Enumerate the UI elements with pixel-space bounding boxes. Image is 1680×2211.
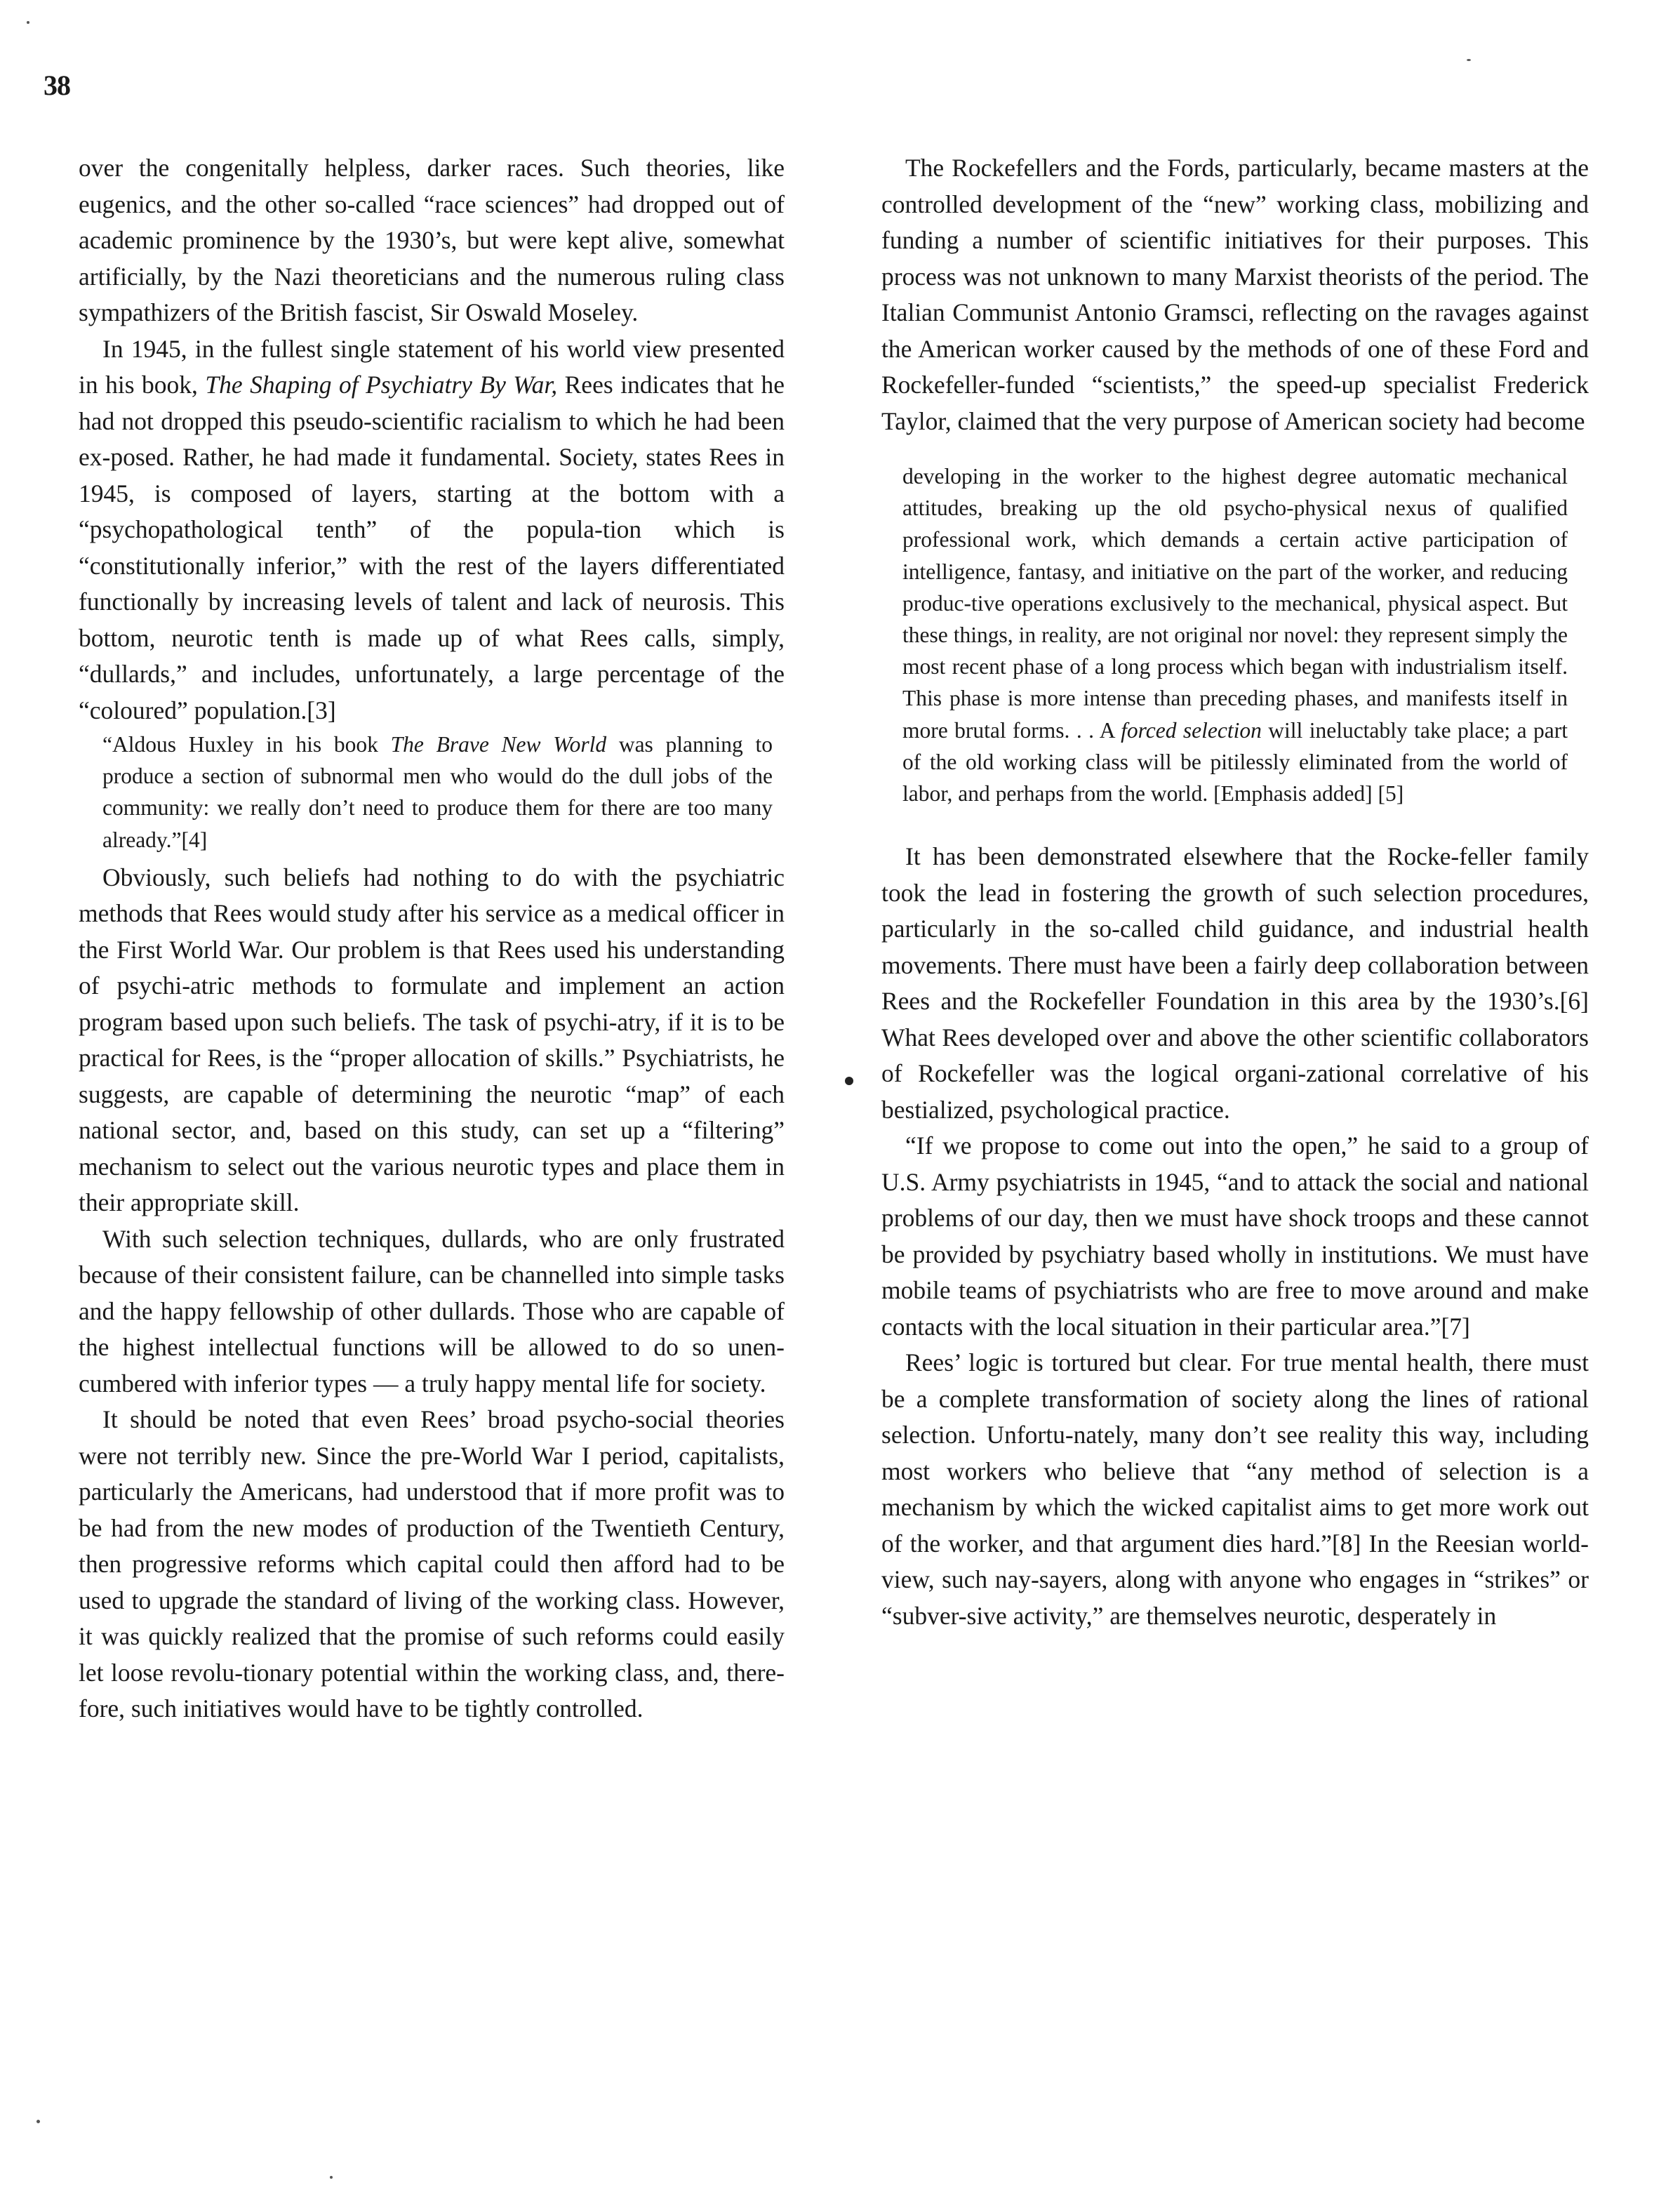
quote-text: “Aldous Huxley in his book — [102, 732, 391, 757]
scan-speck — [27, 21, 29, 24]
emphasized-phrase: forced selection — [1121, 717, 1262, 743]
quote-text: developing in the worker to the highest degree automatic mechanical attitudes, breaking up the old psycho-physical nexus of qualified professional work, which demands a certain active participation of intelligence, fantasy, and initiative on the part of the worker, and reducing produc-tive operations exclusively to the mechanical, physical aspect. But these things, in reality, are not original nor novel: they represent simply the most recent phase of a long process which began with industrialism itself. This phase is more intense than preceding phases, and manifests itself in more brutal forms. . . A — [902, 464, 1568, 743]
paragraph-rees-logic: Rees’ logic is tortured but clear. For true mental health, there must be a complete transformation of society along the lines of rational selection. Unfortu-nately, many don’t see reality this way, including most workers who believe that “any method of selection is a mechanism by which the wicked capitalist aims to get more work out of the worker, and that argument dies hard.”[8] In the Reesian world-view, such nay-sayers, along with anyone who engages in “strikes” or “subver-sive activity,” are themselves neurotic, desperately in — [881, 1348, 1589, 1630]
paragraph-rockefellers-fords: The Rockefellers and the Fords, particularly, became masters at the controlled development of the “new” working class, mobilizing and funding a number of scientific initiatives for their purposes. This process was not unknown to many Marxist theorists of the period. The Italian Communist Antonio Gramsci, reflecting on the ravages against the American worker caused by the methods of one of these Ford and Rockefeller-funded “scientists,” the speed-up specialist Frederick Taylor, claimed that the very purpose of American society had become — [881, 154, 1589, 435]
margin-dot — [845, 1077, 853, 1085]
paragraph-psychiatric-methods: Obviously, such beliefs had nothing to do with the psychiatric methods that Rees would study after his service as a medical officer in the First World War. Our problem is that Rees used his understanding of psychi-atric methods to formulate and implement an action program based upon such beliefs. The task of psychi-atry, if it is to be practical for Rees, is the “proper allocation of skills.” Psychiatrists, he suggests, are capable of determining the neurotic “map” of each national sector, and, based on this study, can set up a “filtering” mechanism to select out the various neurotic types and place them in their appropriate skill. — [79, 863, 785, 1217]
paragraph-selection-techniques: With such selection techniques, dullards, who are only frustrated because of their consistent failure, can be channelled into simple tasks and the happy fellowship of other dullards. Those who are capable of the highest intellectual functions will be allowed to do so unen-cumbered with inferior types — a truly happy mental life for society. — [79, 1224, 785, 1397]
scan-speck — [36, 2120, 40, 2123]
page-number: 38 — [44, 69, 70, 101]
scan-speck — [330, 2176, 333, 2179]
paragraph-shaping-of-psychiatry — [79, 331, 785, 729]
quote-text: was planning to produce a section of subnormal men who would do the dull jobs of the community: we really don’t need to produce them for there are too many already.”[4] — [102, 732, 773, 852]
right-column — [881, 150, 1589, 1634]
paragraph-text: In 1945, in the fullest single statement of his world view presented in his book, — [79, 334, 785, 399]
block-quote-gramsci — [902, 460, 1568, 809]
block-quote-huxley — [102, 729, 773, 856]
paragraph-psycho-social-theories: It should be noted that even Rees’ broad psycho-social theories were not terribly new. Since the pre-World War I period, capitalists, particularly the Americans, had understood that if more profit was to be had from the new modes of production of the Twentieth Century, then progressive reforms which capital could then afford had to be used to upgrade the standard of living of the working class. However, it was quickly realized that the promise of such reforms could easily let loose revolu-tionary potential within the working class, and, there-fore, such initiatives would have to be tightly controlled. — [79, 1405, 785, 1723]
quote-text: will ineluctably take place; a part of the old working class will be pitilessly eliminated from the world of labor, and perhaps from the world. [Emphasis added] [5] — [902, 717, 1568, 806]
paragraph-rockefeller-family: It has been demonstrated elsewhere that the Rocke-feller family took the lead in fostering the growth of such selection procedures, particularly in the so-called child guidance, and industrial health movements. There must have been a fairly deep collaboration between Rees and the Rockefeller Foundation in this area by the 1930’s.[6] What Rees developed over and above the other scientific collaborators of Rockefeller was the logical organi-zational correlative of his bestialized, psychological practice. — [881, 842, 1589, 1124]
book-title: The Shaping of Psychiatry By War, — [205, 371, 558, 399]
paragraph-race-sciences: over the congenitally helpless, darker races. Such theories, like eugenics, and the other so-called “race sciences” had dropped out of academic prominence by the 1930’s, but were kept alive, somewhat artificially, by the Nazi theoreticians and the numerous ruling class sympathizers of the British fascist, Sir Oswald Moseley. — [79, 154, 785, 326]
left-column — [79, 150, 785, 1727]
book-title: The Brave New World — [390, 732, 607, 757]
scan-speck — [1467, 59, 1471, 61]
paragraph-text: Rees indicates that he had not dropped this pseudo-scientific racialism to which he had been ex-posed. Rather, he had made it fundamental. Society, states Rees in 1945, is composed of layers, starting at the bottom with a “psychopathological tenth” of the popula-tion which is “constitutionally inferior,” with the rest of the layers differentiated functionally by increasing levels of talent and lack of neurosis. This bottom, neurotic tenth is made up of what Rees calls, simply, “dullards,” and includes, unfortunately, a large percentage of the “coloured” population.[3] — [79, 371, 785, 724]
paragraph-shock-troops-quote: “If we propose to come out into the open,” he said to a group of U.S. Army psychiatrists in 1945, “and to attack the social and national problems of our day, then we must have shock troops and these cannot be provided by psychiatry based wholly in institutions. We must have mobile teams of psychiatrists who are free to move around and make contacts with the local situation in their particular area.”[7] — [881, 1131, 1589, 1341]
